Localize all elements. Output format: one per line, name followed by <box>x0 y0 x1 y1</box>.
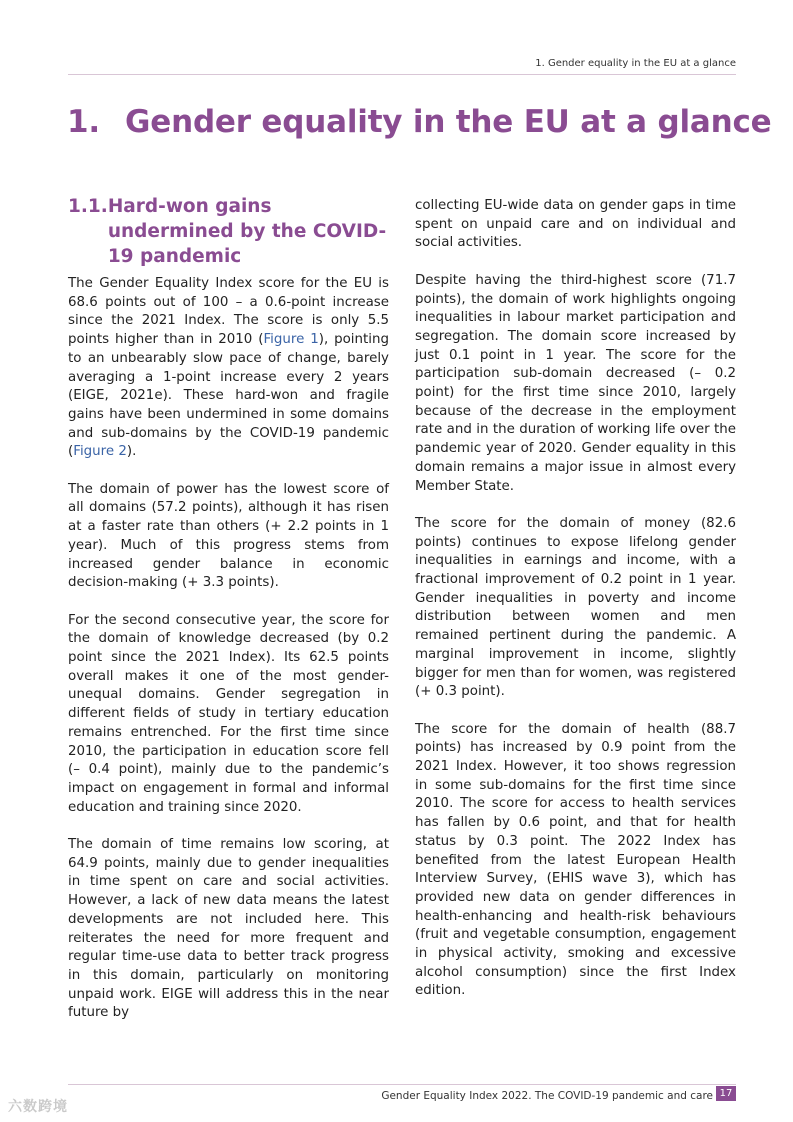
paragraph-money: The score for the domain of money (82.6 points) continues to expose lifelong gender inequalities in earnings and income, with a fractional improvement of 0.2 point in 1 year. Gender inequalities in poverty and income distribution between women and men remained pertinent during the pandemic. A marginal improvement in income, slightly bigger for men than for women, was registered (+ 0.3 point). <box>415 515 736 700</box>
page-number: 17 <box>716 1086 736 1101</box>
paragraph-text: The Gender Equality Index score for the EU is 68.6 points out of 100 – a 0.6-point increase since the 2021 Index. The score is only 5.5 points higher than in 2010 ( <box>68 276 389 348</box>
paragraph-power: The domain of power has the lowest score of all domains (57.2 points), although it has risen at a faster rate than others (+ 2.2 points in 1 year). Much of this progress stems from increased gender balance in economic decision-making (+ 3.3 points). <box>68 481 389 591</box>
figure-1-link[interactable]: Figure 1 <box>263 332 319 348</box>
section-number: 1.1. <box>68 196 108 217</box>
paragraph-index-score <box>68 275 389 462</box>
section-title: Hard-won gains undermined by the COVID-19 pandemic <box>107 196 387 267</box>
paragraph-work: Despite having the third-highest score (71.7 points), the domain of work highlights ongoing inequalities in labour market participation and segregation. The domain score increased by just 0.1 point in 1 year. The score for the participation sub-domain decreased (– 0.2 point) for the first time since 2010, largely because of the decrease in the employment rate and in the duration of working life over the pandemic year of 2020. Gender equality in this domain remains a major issue in almost every Member State. <box>415 272 736 494</box>
paragraph-text: ). <box>126 444 137 460</box>
figure-2-link[interactable]: Figure 2 <box>73 444 127 460</box>
paragraph-knowledge: For the second consecutive year, the score for the domain of knowledge decreased (by 0.2 point since the 2021 Index). Its 62.5 points overall makes it one of the most gender-unequal domains. Gender segregation in different fields of study in tertiary education remains entrenched. For the first time since 2010, the participation in education score fell (– 0.4 point), mainly due to the pandemic’s impact on engagement in formal and informal education and training since 2020. <box>68 612 389 815</box>
running-head: 1. Gender equality in the EU at a glance <box>535 58 736 69</box>
section-heading <box>68 194 389 269</box>
chapter-title-text: Gender equality in the EU at a glance <box>125 104 772 140</box>
paragraph-time-continued: collecting EU-wide data on gender gaps in time spent on unpaid care and on individual and social activities. <box>415 198 736 251</box>
chapter-title <box>67 104 772 140</box>
paragraph-text: ), pointing to an unbearably slow pace of change, barely averaging a 1-point increase every 2 years (EIGE, 2021e). These hard-won and fragile gains have been undermined in some domains and sub-domains by the COVID-19 pandemic ( <box>68 332 389 460</box>
footer-text: Gender Equality Index 2022. The COVID-19 pandemic and care <box>381 1090 713 1102</box>
bottom-rule <box>68 1084 736 1085</box>
chapter-number: 1. <box>67 104 100 140</box>
left-column <box>68 194 389 1042</box>
right-column <box>415 197 736 1020</box>
paragraph-time: The domain of time remains low scoring, at 64.9 points, mainly due to gender inequalities in time spent on care and social activities. However, a lack of new data means the latest developments are not included here. This reiterates the need for more frequent and regular time-use data to better track progress in this domain, particularly on monitoring unpaid work. EIGE will address this in the near future by <box>68 837 389 1021</box>
top-rule <box>68 74 736 75</box>
paragraph-health: The score for the domain of health (88.7 points) has increased by 0.9 point from the 2021 Index. However, it too shows regression in some sub-domains for the first time since 2010. The score for access to health services has fallen by 0.6 point, and that for health status by 0.3 point. The 2022 Index has benefited from the latest European Health Interview Survey, (EHIS wave 3), which has provided new data on gender differences in health-enhancing and health-risk behaviours (fruit and vegetable consumption, engagement in physical activity, smoking and excessive alcohol consumption) since the first Index edition. <box>415 721 736 999</box>
watermark: 六数跨境 <box>8 1099 68 1115</box>
